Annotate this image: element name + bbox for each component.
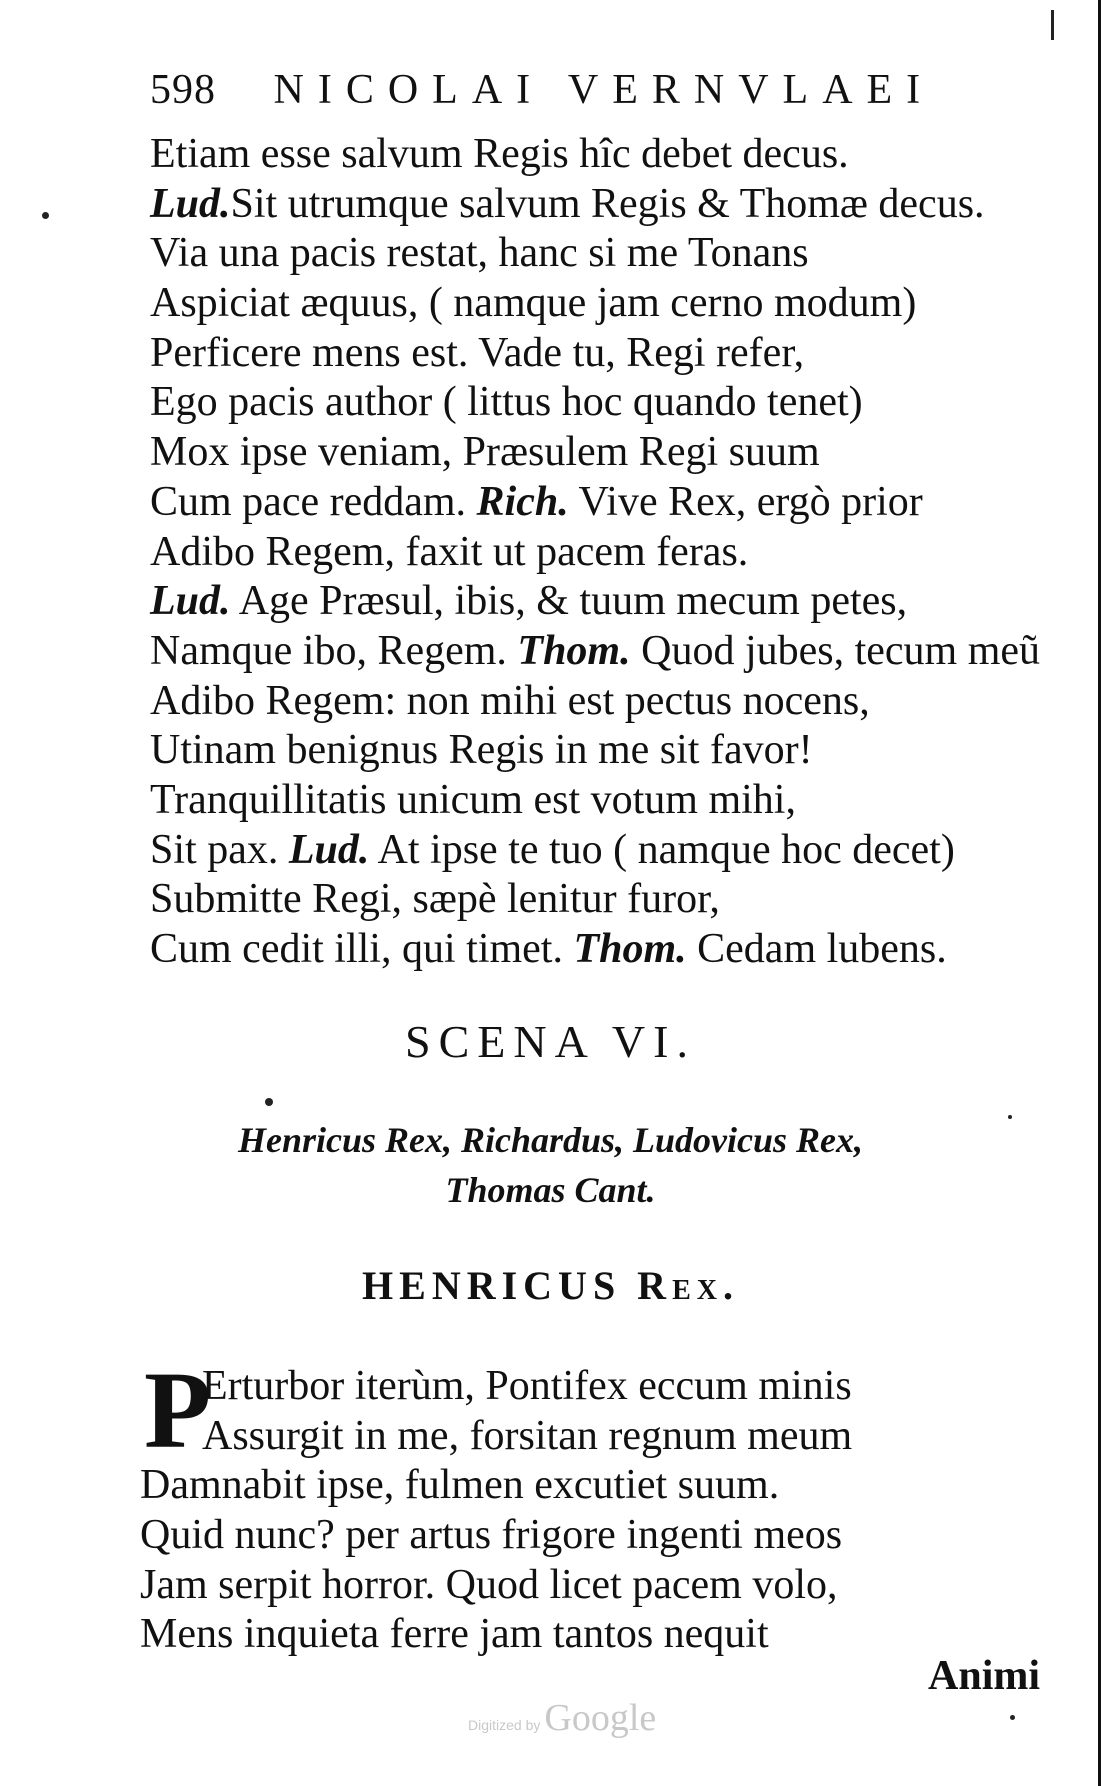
verse-line [150,677,1080,727]
verse-text: Adibo Regem: non mihi est pectus nocens, [150,677,870,724]
verse-line [150,478,1080,528]
verse-text: Vive Rex, ergò prior [568,478,923,525]
verse-line [150,726,1080,776]
verse-line [150,826,1080,876]
dramatis-personae [0,1115,1101,1215]
verse-line: Quid nunc? per artus frigore ingenti meos [140,1512,843,1559]
running-head [150,66,934,114]
speaker-label: Lud. [150,180,231,227]
verse-text: Submitte Regi, sæpè lenitur furor, [150,876,720,923]
verse-text: At ipse te tuo ( namque hoc decet) [369,826,955,873]
verse-text: Utinam benignus Regis in me sit favor! [150,727,813,774]
catchword: Animi [928,1653,1041,1699]
verse-text: Ego pacis author ( littus hoc quando tenet) [150,379,863,426]
verse-line: Jam serpit horror. Quod licet pacem volo, [140,1561,838,1608]
ink-speck [1008,1115,1012,1119]
scene-title: SCENA VI. [405,1016,696,1067]
verse-text: Adibo Regem, faxit ut pacem feras. [150,528,749,575]
speaker-label: Lud. [150,578,231,625]
verse-line [150,428,1080,478]
watermark-logo: Google [544,1697,657,1739]
speaker-heading: HENRICUS Rex. [362,1263,739,1308]
speaker-label: Thom. [517,627,631,674]
verse-line [150,925,1080,975]
verse-line [150,577,1080,627]
verse-text: Etiam esse salvum Regis hîc debet decus. [150,131,849,177]
verse-line [150,279,1080,329]
verse-text: Age Præsul, ibis, & tuum mecum petes, [230,578,908,625]
verse-block-bottom [140,1349,1070,1660]
verse-line: Mens inquieta ferre jam tantos nequit [140,1611,769,1658]
watermark-prefix: Digitized by [468,1717,541,1733]
verse-text: Sit utrumque salvum Regis & Thomæ decus. [230,180,985,227]
speaker-label: Thom. [573,926,687,972]
verse-line [150,528,1080,578]
verse-line [150,776,1080,826]
verse-line [150,378,1080,428]
verse-text: Quod jubes, tecum meũ [630,627,1041,674]
verse-line [150,180,1080,230]
verse-line: Damnabit ipse, fulmen excutiet suum. [140,1462,780,1509]
verse-text: Perficere mens est. Vade tu, Regi refer, [150,329,805,376]
verse-text: Mox ipse veniam, Præsulem Regi suum [150,429,820,476]
ink-speck [265,1098,273,1106]
drop-cap: P [144,1349,212,1471]
speaker-label: Lud. [288,826,370,873]
verse-line: Erturbor iterùm, Pontifex eccum minis [202,1363,852,1409]
persons-line: Thomas Cant. [445,1170,656,1210]
verse-text: Sit pax. [150,826,289,873]
verse-text: Tranquillitatis unicum est votum mihi, [150,776,796,823]
digitized-watermark [468,1696,656,1740]
ink-speck [1010,1715,1015,1720]
verse-line: Assurgit in me, forsitan regnum meum [202,1412,853,1459]
verse-line [150,130,1080,180]
verse-line [150,329,1080,379]
verse-line [150,875,1080,925]
verse-text: Namque ibo, Regem. [150,627,518,674]
verse-line [150,229,1080,279]
speaker-label: Rich. [476,478,569,525]
running-title: NICOLAI VERNVLAEI [273,67,935,113]
verse-text: Cum cedit illi, qui timet. [150,926,574,972]
verse-text: Cedam lubens. [686,926,947,972]
verse-text: Aspiciat æquus, ( namque jam cerno modum) [150,280,917,327]
print-mark [1051,10,1054,40]
verse-line [150,627,1080,677]
verse-text: Cum pace reddam. [150,478,477,525]
persons-line: Henricus Rex, Richardus, Ludovicus Rex, [237,1120,864,1160]
verse-block-top [150,130,1080,975]
page-number: 598 [150,67,216,113]
verse-text: Via una pacis restat, hanc si me Tonans [150,230,809,277]
ink-speck [42,212,49,219]
